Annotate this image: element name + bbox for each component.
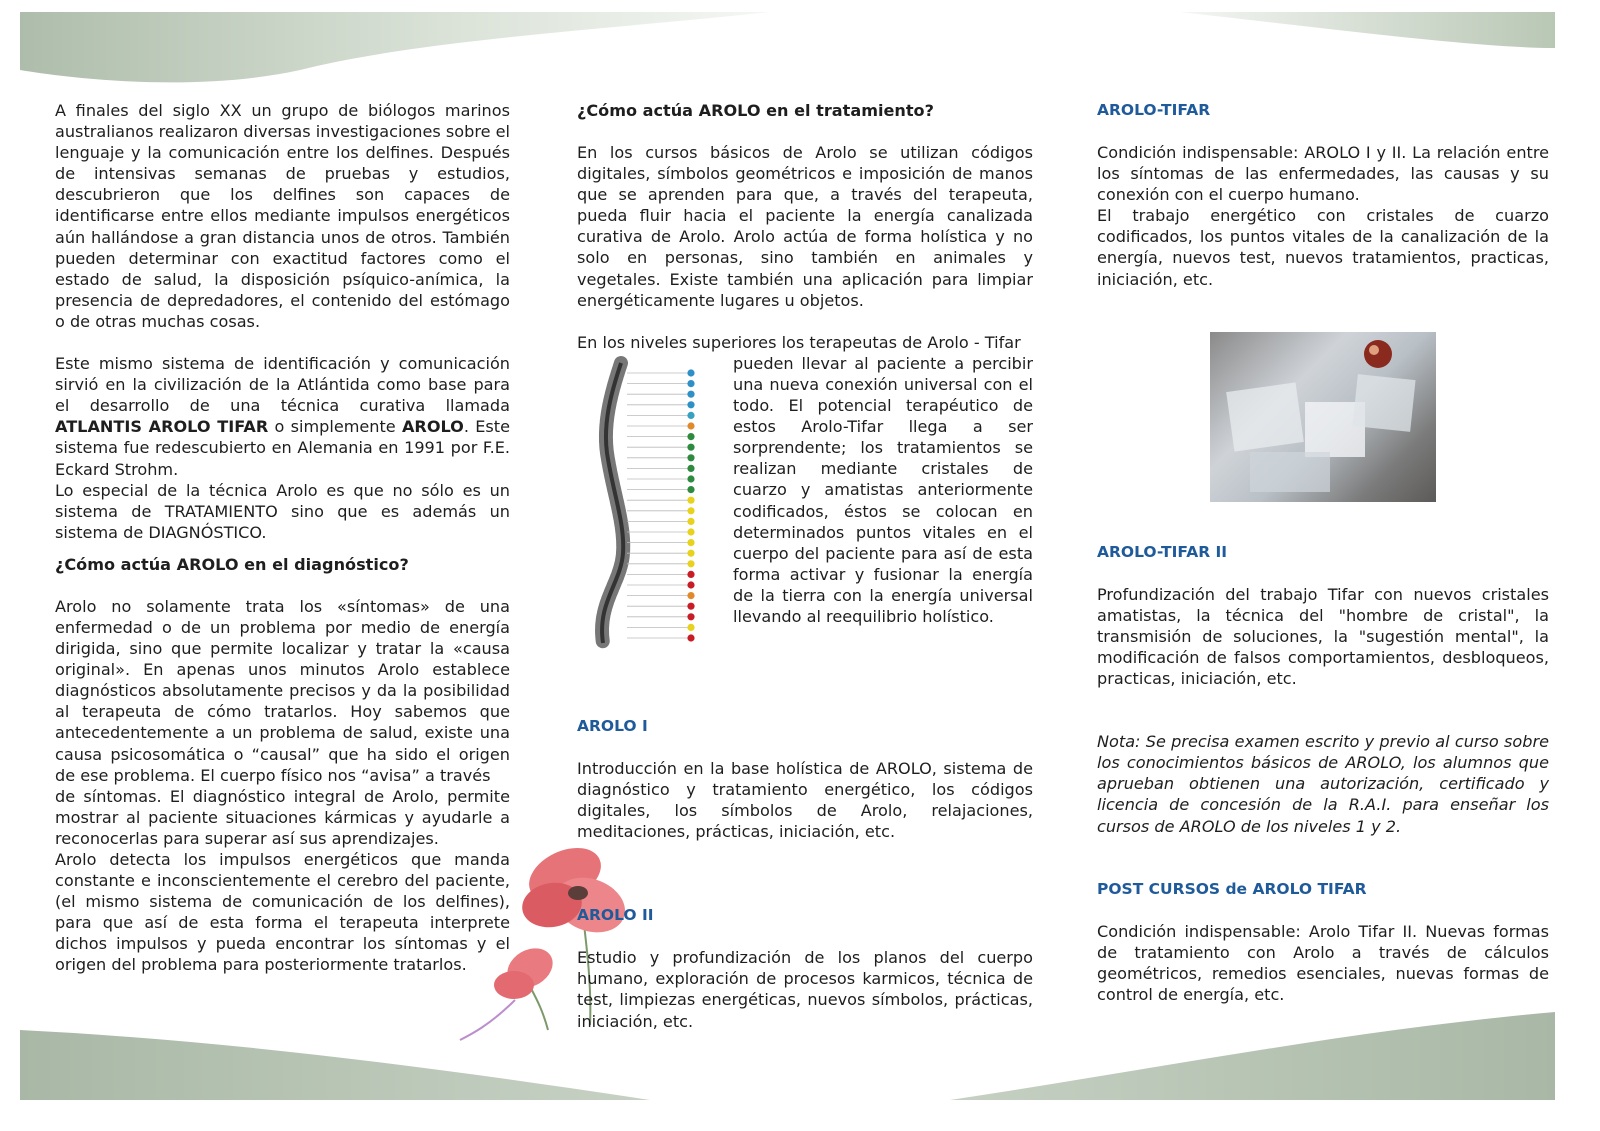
diagnosis-paragraph-1: Arolo no solamente trata los «síntomas» de una enfermedad o de un problema por medio de energía dirigida, sino que permite localizar y tratar la «causa original». En apenas unos minutos Arolo establece diagnósticos absolutamente precisos y da la posibilidad al terapeuta de cómo tratarlos. Hoy sabemos que antecedentemente a un problema de salud, existe una causa psicosomática o “causal” que ha sido el origen de ese problema. El cuerpo físico nos “avisa” a través	[55, 596, 510, 785]
diagnosis-paragraph-3: Arolo detecta los impulsos energéticos que manda constante e inconscientemente el cerebro del paciente, (el mismo sistema de comunicación de los delfines), para que así de esta forma el terapeuta interprete dichos impulsos y pueda encontrar los síntomas y el origen del problema para posteriormente tratarlos.	[55, 850, 510, 975]
treatment-paragraph-2-intro: En los niveles superiores los terapeutas de Arolo - Tifar	[577, 332, 1021, 352]
top-left-green-band	[20, 12, 770, 82]
treatment-heading: ¿Cómo actúa AROLO en el tratamiento?	[577, 101, 934, 120]
spine-energy-dot	[687, 369, 694, 376]
spine-energy-dot	[687, 624, 694, 631]
spine-energy-dot	[687, 465, 694, 472]
spine-energy-dot	[687, 422, 694, 429]
arolo-tifar-paragraph-1: Condición indispensable: AROLO I y II. La relación entre los síntomas de las enfermedades, las causas y su conexión con el cuerpo humano.	[1097, 143, 1549, 205]
system-name-bold: ATLANTIS AROLO TIFAR	[55, 417, 269, 437]
top-right-green-band	[1180, 12, 1555, 48]
spine-energy-dot	[687, 634, 694, 641]
spine-energy-dot	[687, 613, 694, 620]
spine-illustration	[577, 353, 733, 653]
arolo-2-text: Estudio y profundización de los planos del cuerpo humano, exploración de procesos karmicos, técnica de test, limpiezas energéticas, nuevos símbolos, prácticas, iniciación, etc.	[577, 948, 1033, 1031]
arolo-tifar-2-heading: AROLO-TIFAR II	[1097, 542, 1228, 561]
spine-energy-dot	[687, 390, 694, 397]
arolo-tifar-2-text: Profundización del trabajo Tifar con nuevos cristales amatistas, la técnica del "hombre de cristal", la transmisión de soluciones, la "sugestión mental", la modificación de falsos comportamientos, desbloqueos, practicas, iniciación, etc.	[1097, 584, 1549, 689]
spine-energy-dot	[687, 496, 694, 503]
spine-energy-dot	[687, 380, 694, 387]
especial-paragraph: Lo especial de la técnica Arolo es que no sólo es un sistema de TRATAMIENTO sino que es además un sistema de DIAGNÓSTICO.	[55, 480, 510, 542]
diagnosis-heading: ¿Cómo actúa AROLO en el diagnóstico?	[55, 554, 409, 574]
crystals-photo	[1210, 332, 1436, 502]
arolo-2-heading: AROLO II	[577, 906, 654, 925]
treatment-paragraph-2-body: pueden llevar al paciente a percibir una nueva conexión universal con el todo. El potencial terapéutico de estos Arolo-Tifar llega a ser sorprendente; los tratamientos se realizan mediante cristales de cuarzo y amatistas anteriormente codificados, éstos se colocan en determinados puntos vitales en el cuerpo del paciente para así de esta forma activar y fusionar la energía de la tierra con la energía universal llevando al reequilibrio holístico.	[733, 353, 1033, 626]
spine-energy-dot	[687, 518, 694, 525]
post-courses-text: Condición indispensable: Arolo Tifar II. Nuevas formas de tratamiento con Arolo a través de cálculos geométricos, remedios esenciales, nuevas formas de control de energía, etc.	[1097, 921, 1549, 1004]
diagnosis-paragraph-2: de síntomas. El diagnóstico integral de Arolo, permite mostrar al paciente situaciones kármicas y ayudarle a reconocerlas para superar así sus aprendizajes.	[55, 786, 510, 848]
note-paragraph: Nota: Se precisa examen escrito y previo al curso sobre los conocimientos básicos de AROLO, los alumnos que aprueban obtienen una autorización, certificado y licencia de concesión de la R.A.I. para enseñar los cursos de AROLO de los niveles 1 y 2.	[1097, 732, 1549, 836]
spine-energy-dot	[687, 486, 694, 493]
spine-energy-dot	[687, 412, 694, 419]
arolo-1-heading: AROLO I	[577, 716, 648, 735]
system-paragraph	[55, 353, 510, 480]
column-middle	[577, 100, 1033, 1032]
arolo-1-text: Introducción en la base holística de AROLO, sistema de diagnóstico y tratamiento energético, los códigos digitales, los símbolos de Arolo, relajaciones, meditaciones, prácticas, iniciación, etc.	[577, 758, 1033, 842]
spine-energy-dot	[687, 602, 694, 609]
arolo-tifar-paragraph-2: El trabajo energético con cristales de cuarzo codificados, los puntos vitales de la canalización de la energía, nuevos test, nuevos tratamientos, practicas, iniciación, etc.	[1097, 206, 1549, 289]
post-courses-heading: POST CURSOS de AROLO TIFAR	[1097, 879, 1367, 898]
system-text-a: Este mismo sistema de identificación y comunicación sirvió en la civilización de la Atlántida como base para el desarrollo de una técnica curativa llamada	[55, 354, 510, 416]
spine-energy-dot	[687, 560, 694, 567]
spine-energy-dot	[687, 549, 694, 556]
spine-energy-dot	[687, 454, 694, 461]
spine-energy-dot	[687, 433, 694, 440]
spine-energy-dot	[687, 528, 694, 535]
system-short-name-bold: AROLO	[401, 417, 464, 437]
system-text-e: . Este sistema fue redescubierto en Alemania en 1991 por F.E. Eckard Strohm.	[55, 417, 511, 479]
treatment-paragraph-1: En los cursos básicos de Arolo se utilizan códigos digitales, símbolos geométricos e imposición de manos que se aprenden para que, a través del terapeuta, pueda fluir hacia el paciente la energía canalizada curativa de Arolo. Arolo actúa de forma holística y no solo en personas, sino también en animales y vegetales. Existe también una aplicación para limpiar energéticamente lugares u objetos.	[577, 143, 1033, 310]
system-text-c: o simplemente	[268, 417, 402, 437]
spine-energy-dot	[687, 401, 694, 408]
spine-energy-dot	[687, 571, 694, 578]
spine-energy-dot	[687, 443, 694, 450]
intro-paragraph: A finales del siglo XX un grupo de biólogos marinos australianos realizaron diversas investigaciones sobre el lenguaje y la comunicación entre los delfines. Después de intensivas semanas de pruebas y estudios, descubrieron que los delfines son capaces de identificarse entre ellos mediante impulsos energéticos aún hallándose a gran distancia unos de otros. También pueden determinar con exactitud factores como el estado de salud, la disposición psíquico-anímica, la presencia de depredadores, el contenido del estómago o de otras muchas cosas.	[55, 101, 510, 331]
spine-energy-dot	[687, 592, 694, 599]
spine-energy-dot	[687, 507, 694, 514]
spine-diagram	[577, 353, 733, 653]
column-left	[55, 100, 510, 976]
column-right	[1097, 100, 1549, 1005]
spine-energy-dot	[687, 539, 694, 546]
spine-energy-dot	[687, 475, 694, 482]
spine-energy-dot	[687, 581, 694, 588]
arolo-tifar-heading: AROLO-TIFAR	[1097, 101, 1211, 119]
